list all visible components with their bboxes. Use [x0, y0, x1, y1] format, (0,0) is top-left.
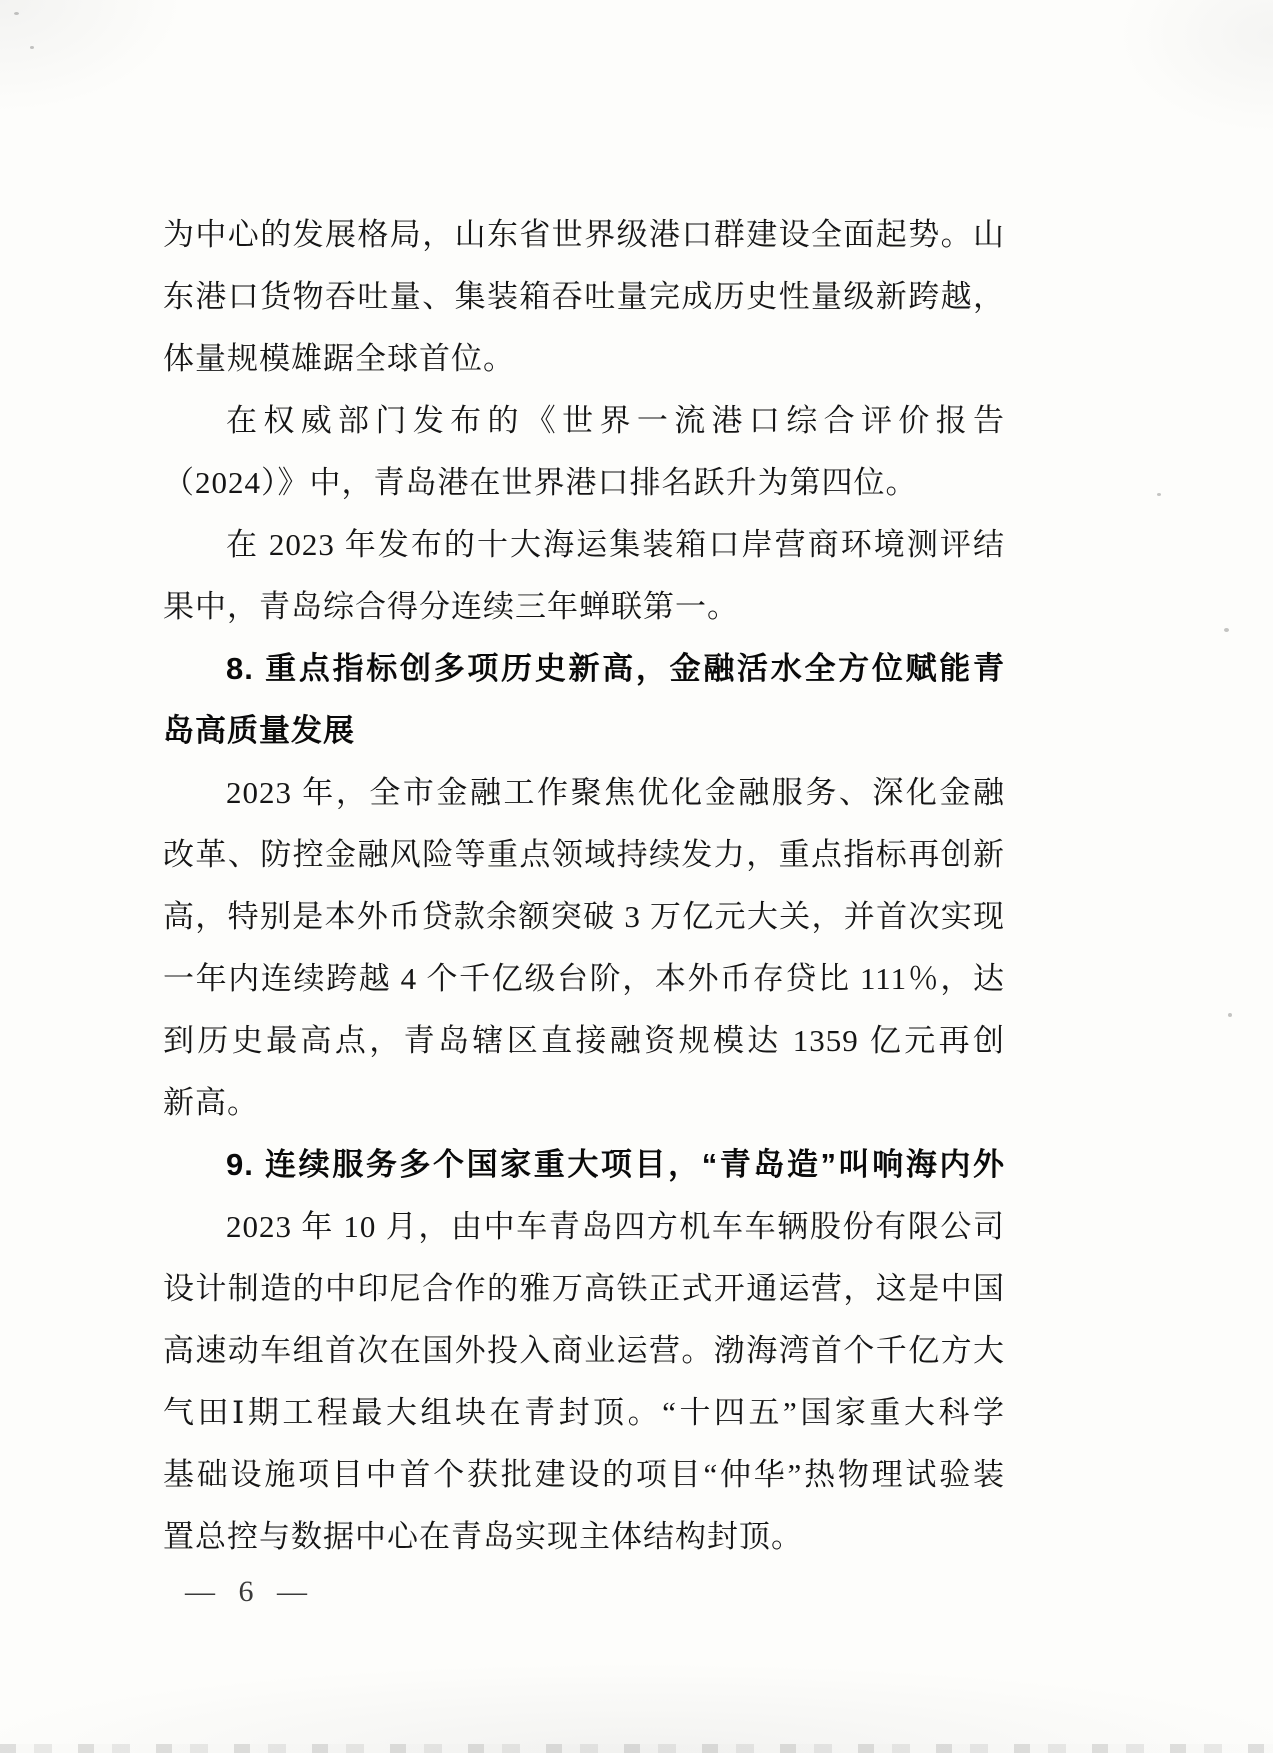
- section-8-heading-line-2: 岛高质量发展: [163, 713, 355, 748]
- scan-artifact-bottom-edge: [0, 1744, 1273, 1753]
- paragraph-line: 改革、防控金融风险等重点领域持续发力，重点指标再创新: [163, 837, 1005, 872]
- paragraph-line: 新高。: [163, 1085, 259, 1120]
- paragraph-line: （2024）》中，青岛港在世界港口排名跃升为第四位。: [163, 465, 918, 500]
- scan-artifact-speck: [1224, 628, 1229, 632]
- paragraph-line: 体量规模雄踞全球首位。: [163, 341, 515, 376]
- paragraph-line: 高，特别是本外币贷款余额突破 3 万亿元大关，并首次实现: [163, 899, 1005, 934]
- page-number: — 6 —: [185, 1575, 315, 1608]
- paragraph-line: 高速动车组首次在国外投入商业运营。渤海湾首个千亿方大: [163, 1333, 1005, 1368]
- paragraph-line: 气田Ⅰ期工程最大组块在青封顶。“十四五”国家重大科学: [163, 1395, 1005, 1430]
- section-9-heading: 9. 连续服务多个国家重大项目，“青岛造”叫响海内外: [226, 1147, 1005, 1182]
- paragraph-line: 到历史最高点，青岛辖区直接融资规模达 1359 亿元再创: [163, 1023, 1005, 1058]
- paragraph-line: 设计制造的中印尼合作的雅万高铁正式开通运营，这是中国: [163, 1271, 1005, 1306]
- paragraph-line: 东港口货物吞吐量、集装箱吞吐量完成历史性量级新跨越，: [163, 279, 1005, 314]
- paragraph-line: 置总控与数据中心在青岛实现主体结构封顶。: [163, 1519, 803, 1554]
- paragraph-line: 基础设施项目中首个获批建设的项目“仲华”热物理试验装: [163, 1457, 1005, 1492]
- scan-artifact-speck: [1157, 493, 1161, 496]
- paragraph-line: 一年内连续跨越 4 个千亿级台阶，本外币存贷比 111％，达: [163, 961, 1005, 996]
- paragraph-line: 在权威部门发布的《世界一流港口综合评价报告: [226, 403, 1005, 438]
- scan-artifact-speck: [30, 46, 34, 49]
- document-text-block: [163, 204, 1005, 1568]
- paragraph-line: 在 2023 年发布的十大海运集装箱口岸营商环境测评结: [226, 527, 1005, 562]
- scan-artifact-speck: [1228, 1013, 1232, 1017]
- paragraph-line: 2023 年，全市金融工作聚焦优化金融服务、深化金融: [226, 775, 1005, 810]
- section-8-heading-line-1: 8. 重点指标创多项历史新高，金融活水全方位赋能青: [226, 651, 1005, 686]
- paragraph-line: 果中，青岛综合得分连续三年蝉联第一。: [163, 589, 739, 624]
- paragraph-line: 为中心的发展格局，山东省世界级港口群建设全面起势。山: [163, 217, 1005, 252]
- paragraph-line: 2023 年 10 月，由中车青岛四方机车车辆股份有限公司: [226, 1209, 1005, 1244]
- scan-artifact-speck: [14, 12, 19, 15]
